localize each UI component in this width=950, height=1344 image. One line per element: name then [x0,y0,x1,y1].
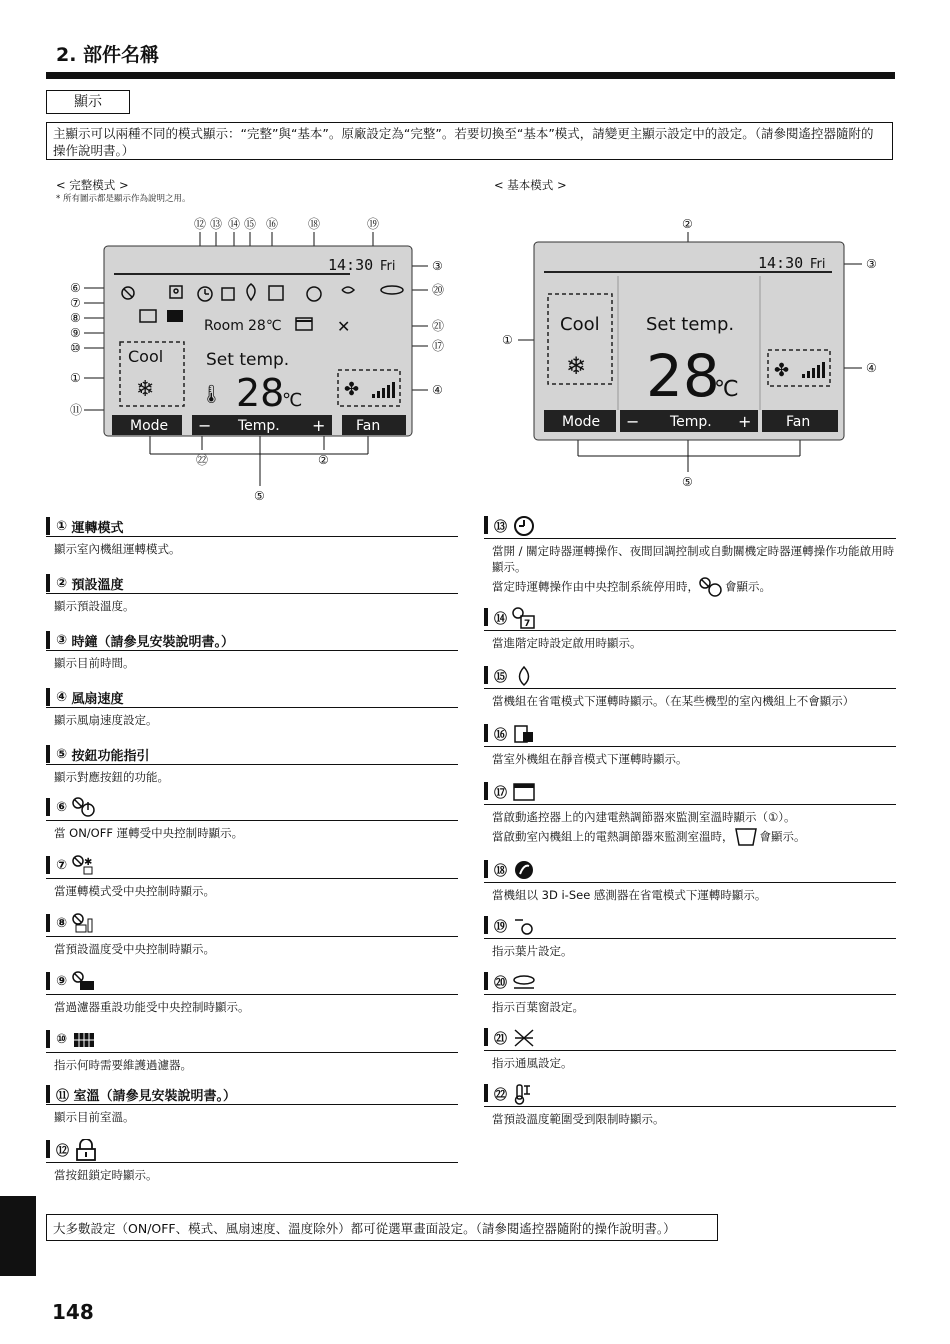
basic-callout-5: ⑤ [682,475,693,489]
callout-8: ⑧ [70,311,81,325]
energy-save-icon [512,665,538,685]
full-room-temp: 28℃ [248,318,282,334]
callout-18: ⑱ [308,217,321,231]
page-number: 148 [52,1300,94,1324]
section-title: 2. 部件名稱 [56,44,160,66]
list-item: ⑥ 當 ON/OFF 運轉受中央控制時顯示。 [46,794,458,852]
ventilation-icon [512,1027,538,1047]
vane-icon [512,915,538,935]
svg-text:❄: ❄ [566,352,587,380]
filter-maintenance-icon [72,1029,98,1049]
list-item: ⑪ 室溫（請參見安裝說明書。） 顯示目前室溫。 [46,1084,458,1136]
i-see-icon [512,859,538,879]
full-btn-mode: Mode [130,418,169,434]
callout-12: ⑫ [194,217,207,231]
full-mode-note: * 所有圖示都是顯示作為說明之用。 [56,194,191,204]
callout-6: ⑥ [70,281,81,295]
title-divider [46,72,895,79]
intro-text: 主顯示可以兩種不同的模式顯示：“完整”與“基本”。原廠設定為“完整”。若要切換至“基本”模式，請變更主顯示設定中的設定。（請參閱遙控器隨附的操作說明書。） [46,122,893,160]
central-temp-icon [72,913,98,933]
basic-mode-text: Cool [560,314,600,335]
list-item: ⑦ ✱ 當運轉模式受中央控制時顯示。 [46,852,458,910]
section-tag: 顯示 [46,90,130,114]
callout-5: ⑤ [254,489,265,503]
svg-text:7: 7 [523,619,530,629]
svg-text:🌡: 🌡 [200,384,223,405]
list-item: ② 預設溫度 顯示預設溫度。 [46,573,458,630]
left-item-list [46,516,458,1194]
callout-16: ⑯ [266,217,279,231]
full-btn-temp: Temp. [238,418,280,434]
indoor-thermistor-icon [734,827,760,847]
svg-text:✤: ✤ [344,379,360,400]
list-item: ⑬ 當開 / 關定時器運轉操作、夜間回調控制或自動關機定時器運轉操作功能啟用時顯示。 當定時運轉操作由中央控制系統停用時， 會顯示。 [484,512,896,604]
list-item: ⑲ 指示葉片設定。 [484,912,896,968]
thermistor-icon [512,781,538,801]
timer-icon [512,515,538,535]
central-onoff-icon [72,797,98,817]
full-btn-plus: + [312,416,326,435]
basic-callout-4: ④ [866,361,877,375]
basic-clock: 14:30 [758,254,804,272]
callout-21: ㉑ [432,319,445,333]
full-btn-minus: − [198,416,212,435]
timer-disabled-icon [699,577,725,597]
list-item: ③ 時鐘（請參見安裝說明書。） 顯示目前時間。 [46,630,458,687]
basic-set-unit: ℃ [714,377,739,402]
list-item: ① 運轉模式 顯示室內機組運轉模式。 [46,516,458,573]
list-item: ⑫ 當按鈕鎖定時顯示。 [46,1136,458,1194]
callout-10: ⑩ [70,341,81,355]
basic-callout-2: ② [682,217,693,231]
temp-limit-icon [512,1083,538,1103]
callout-7: ⑦ [70,296,81,310]
list-item: ⑨ 當過濾器重設功能受中央控制時顯示。 [46,968,458,1026]
central-filter-icon [72,971,98,991]
basic-btn-fan: Fan [786,414,811,430]
full-day: Fri [380,259,396,274]
svg-text:✕: ✕ [337,317,351,336]
callout-4: ④ [432,383,443,397]
list-item: ⑤ 按鈕功能指引 顯示對應按鈕的功能。 [46,744,458,794]
callout-15: ⑮ [244,217,257,231]
basic-callout-3: ③ [866,257,877,271]
full-room-label: Room [204,318,244,334]
basic-day: Fri [810,257,826,272]
full-set-unit: ℃ [282,390,303,411]
footer-note: 大多數設定（ON/OFF、模式、風扇速度、溫度除外）都可從選單畫面設定。（請參閱遙控器隨附的操作說明書。） [46,1214,718,1241]
basic-btn-mode: Mode [562,414,601,430]
central-mode-icon [72,855,98,875]
full-mode-label: < 完整模式 > [56,178,129,192]
basic-mode-label: < 基本模式 > [494,178,567,192]
basic-callout-1: ① [502,333,513,347]
callout-1: ① [70,371,81,385]
callout-11: ⑪ [70,403,83,417]
callout-20: ⑳ [432,283,445,297]
list-item: ⑮ 當機組在省電模式下運轉時顯示。（在某些機型的室內機組上不會顯示） [484,662,896,720]
full-mode-diagram [50,210,470,510]
basic-btn-temp: Temp. [670,414,712,430]
svg-text:❄: ❄ [136,377,155,402]
list-item: ⑭ 7 當進階定時設定啟用時顯示。 [484,604,896,662]
list-item: ⑩ 指示何時需要維護過濾器。 [46,1026,458,1084]
list-item: ⑱ 當機組以 3D i-See 感測器在省電模式下運轉時顯示。 [484,856,896,912]
weekly-timer-icon [512,607,538,627]
silent-mode-icon [512,723,538,743]
basic-set-label: Set temp. [646,314,735,335]
basic-btn-plus: + [738,412,752,431]
basic-btn-minus: − [626,412,640,431]
list-item: ㉒ 當預設溫度範圍受到限制時顯示。 [484,1080,896,1136]
side-tab [0,1196,36,1276]
callout-2: ② [318,453,329,467]
right-item-list [484,512,896,1136]
full-mode-text: Cool [128,347,164,366]
list-item: ⑯ 當室外機組在靜音模式下運轉時顯示。 [484,720,896,778]
list-item: ㉑ 指示通風設定。 [484,1024,896,1080]
callout-19: ⑲ [367,217,380,231]
full-set-label: Set temp. [206,350,290,370]
basic-set-value: 28 [646,342,720,410]
full-set-value: 28 [236,371,285,415]
list-item: ⑳ 指示百葉窗設定。 [484,968,896,1024]
callout-22: ㉒ [196,453,209,467]
list-item: ⑧ 當預設溫度受中央控制時顯示。 [46,910,458,968]
louver-icon [512,971,538,991]
list-item: ⑰ 當啟動遙控器上的內建電熱調節器來監測室溫時顯示（①）。 當啟動室內機組上的電熱調節器來監測室溫時， 會顯示。 [484,778,896,856]
callout-13: ⑬ [210,217,223,231]
svg-text:✱: ✱ [83,857,92,868]
svg-text:✤: ✤ [774,360,790,381]
basic-mode-diagram [490,210,910,490]
list-item: ④ 風扇速度 顯示風扇速度設定。 [46,687,458,744]
full-clock: 14:30 [328,256,374,274]
lock-icon [74,1139,100,1159]
callout-9: ⑨ [70,326,81,340]
callout-14: ⑭ [228,217,241,231]
full-btn-fan: Fan [356,418,381,434]
callout-17: ⑰ [432,339,445,353]
callout-3: ③ [432,259,443,273]
